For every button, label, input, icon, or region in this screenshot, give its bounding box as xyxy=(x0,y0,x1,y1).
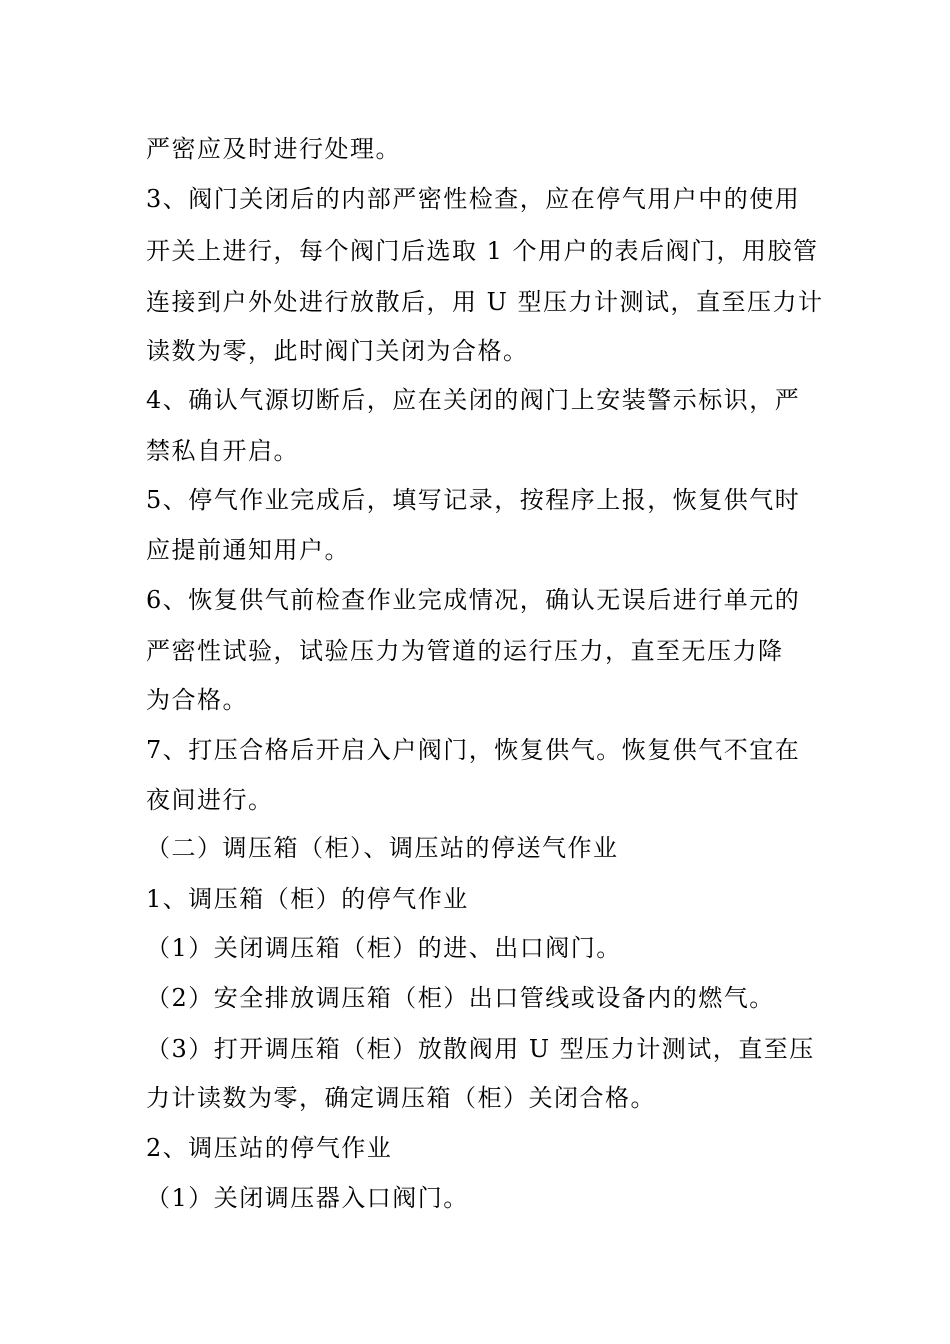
text-line: 禁私自开启。 xyxy=(146,437,299,465)
text-line: 严密性试验，试验压力为管道的运行压力，直至无压力降 xyxy=(146,637,784,665)
list-item: （3）打开调压箱（柜）放散阀用 U 型压力计测试，直至压 xyxy=(146,1035,815,1063)
text-line: 3、阀门关闭后的内部严密性检查，应在停气用户中的使用 xyxy=(146,185,801,213)
list-item: （1）关闭调压箱（柜）的进、出口阀门。 xyxy=(146,934,622,962)
list-item: （1）关闭调压器入口阀门。 xyxy=(146,1184,469,1212)
text-line: 开关上进行，每个阀门后选取 1 个用户的表后阀门，用胶管 xyxy=(146,237,819,265)
text-line: 读数为零，此时阀门关闭为合格。 xyxy=(146,337,529,365)
list-item: （2）安全排放调压箱（柜）出口管线或设备内的燃气。 xyxy=(146,984,775,1012)
subsection-heading: 1、调压箱（柜）的停气作业 xyxy=(146,885,469,913)
text-line: 5、停气作业完成后，填写记录，按程序上报，恢复供气时 xyxy=(146,486,801,514)
text-line: 7、打压合格后开启入户阀门，恢复供气。恢复供气不宜在 xyxy=(146,736,801,764)
text-line: 应提前通知用户。 xyxy=(146,536,350,564)
text-line: 6、恢复供气前检查作业完成情况，确认无误后进行单元的 xyxy=(146,586,801,614)
section-heading: （二）调压箱（柜）、调压站的停送气作业 xyxy=(146,834,619,862)
subsection-heading: 2、调压站的停气作业 xyxy=(146,1134,393,1162)
text-line: 力计读数为零，确定调压箱（柜）关闭合格。 xyxy=(146,1084,656,1112)
text-line: 为合格。 xyxy=(146,686,248,714)
text-line: 严密应及时进行处理。 xyxy=(146,135,401,163)
text-line: 4、确认气源切断后，应在关闭的阀门上安装警示标识，严 xyxy=(146,386,801,414)
text-line: 夜间进行。 xyxy=(146,786,274,814)
text-line: 连接到户外处进行放散后，用 U 型压力计测试，直至压力计 xyxy=(146,288,824,316)
